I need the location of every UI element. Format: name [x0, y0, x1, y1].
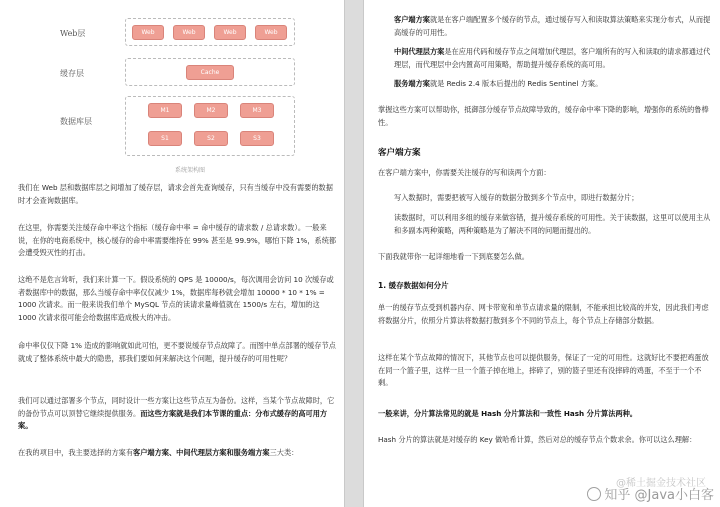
web-layer-label: Web层	[60, 29, 86, 38]
cache-layer-label: 缓存层	[60, 69, 84, 78]
watermark-juejin: @稀土掘金技术社区	[616, 478, 706, 489]
left-page	[0, 0, 344, 507]
web-node: Web	[214, 25, 246, 40]
db-slave-node: S1	[148, 131, 182, 146]
bullet-text: 是在应用代码和缓存节点之间增加代理层，客户端所有的写入和读取的请求都通过代理层，而代理层中会内置高可用策略，帮助提升缓存系统的高可用。	[394, 47, 711, 69]
paragraph	[18, 395, 340, 433]
paragraph: 在这里，你需要关注缓存命中率这个指标（缓存命中率 = 命中缓存的请求数 / 总请求数）。一般来说，在你的电商系统中，核心缓存的命中率需要维持在 99% 甚至是 99.9%，哪怕下降 1%，系统都会遭受毁灭性的打击。	[18, 223, 337, 258]
paragraph	[378, 408, 712, 421]
text-run: 在我的项目中，我主要选择的方案有	[18, 448, 134, 457]
section-heading: 客户端方案	[378, 148, 421, 158]
watermark-zhihu	[587, 484, 714, 503]
paragraph: Hash 分片的算法就是对缓存的 Key 做哈希计算，然后对总的缓存节点个数求余。你可以这么理解：	[378, 435, 697, 444]
paragraph: 命中率仅仅下降 1% 造成的影响就如此可怕，更不要说缓存节点故障了。而图中单点部署的缓存节点就成了整体系统中最大的隐患，那我们要如何来解决这个问题，提升缓存的可用性呢？	[18, 341, 336, 363]
db-master-node: M1	[148, 103, 182, 118]
emphasis: 而这些方案就是我们本节课的重点：分布式缓存的高可用方案。	[18, 408, 328, 431]
paragraph	[18, 447, 340, 460]
watermark-text: 知乎 @Java小白客	[604, 488, 714, 503]
diagram-caption: 系统架构图	[175, 167, 206, 174]
paragraph: 在客户端方案中，你需要关注缓存的写和读两个方面：	[378, 168, 551, 177]
page-gap	[344, 0, 364, 507]
text-run: 我们可以通过部署多个节点，同时设计一些方案让这些节点互为备份。这样，当某个节点故障时，它的备份节点可以顶替它继续提供服务。	[18, 396, 335, 418]
cache-layer	[125, 58, 295, 86]
bullet-text: 就是在客户端配置多个缓存的节点，通过缓存写入和读取算法策略来实现分布式，从而提高缓存的可用性。	[394, 15, 711, 37]
paragraph: 掌握这些方案可以帮助你，抵御部分缓存节点故障导致的，缓存命中率下降的影响，增强你的系统的鲁棒性。	[378, 105, 709, 127]
db-slave-node: S3	[240, 131, 274, 146]
paragraph: 我们在 Web 层和数据库层之间增加了缓存层，请求会首先查询缓存，只有当缓存中没有需要的数据时才会查询数据库。	[18, 183, 333, 205]
db-layer-label: 数据库层	[60, 117, 92, 126]
subsection-heading: 1. 缓存数据如何分片	[378, 281, 449, 290]
web-node: Web	[132, 25, 164, 40]
right-page	[364, 0, 720, 507]
bullet-title: 中间代理层方案	[394, 47, 445, 56]
text-run: 三大类：	[269, 448, 299, 457]
paragraph: 单一的缓存节点受到机器内存、网卡带宽和单节点请求量的限制，不能承担比较高的并发，因此我们考虑将数据分片，依照分片算法将数据打散到多个不同的节点上，每个节点上存储部分数据。	[378, 303, 709, 325]
architecture-diagram	[60, 10, 300, 174]
paragraph: 下面我就带你一起详细地看一下到底要怎么做。	[378, 252, 529, 261]
web-node: Web	[173, 25, 205, 40]
db-master-node: M3	[240, 103, 274, 118]
paragraph: 这绝不是危言耸听，我们来计算一下。假设系统的 QPS 是 10000/s，每次调用会访问 10 次缓存或者数据库中的数据，那么当缓存命中率仅仅减少 1%，数据库每秒就会增加 10000 * 10 * 1% = 1000 次请求。而一般来说我们单个 MySQL 节点的读请求量峰值就在 1500/s 左右，增加的这 1000 次请求很可能会给数据库造成极大的冲击。	[18, 275, 334, 322]
paragraph: 这样在某个节点故障的情况下，其他节点也可以提供服务，保证了一定的可用性。这就好比不要把鸡蛋放在同一个篮子里，这样一旦一个篮子掉在地上，摔碎了，别的篮子里还有没摔碎的鸡蛋，不至于一个不剩。	[378, 353, 709, 388]
web-node: Web	[255, 25, 287, 40]
bullet-title: 服务端方案	[394, 79, 430, 88]
paragraph: 写入数据时，需要把被写入缓存的数据分散到多个节点中，即进行数据分片；	[394, 193, 639, 202]
bullet-proxy	[394, 46, 712, 71]
bullet-title: 客户端方案	[394, 15, 430, 24]
db-master-node: M2	[194, 103, 228, 118]
bullet-text: 就是 Redis 2.4 版本后提出的 Redis Sentinel 方案。	[429, 79, 603, 88]
db-slave-node: S2	[194, 131, 228, 146]
zhihu-logo-icon	[587, 487, 601, 501]
db-layer	[125, 96, 295, 156]
web-layer	[125, 18, 295, 46]
cache-node: Cache	[186, 65, 234, 80]
bullet-client	[394, 14, 712, 39]
emphasis: 客户端方案、中间代理层方案和服务端方案	[133, 448, 270, 457]
emphasis: 一般来讲，分片算法常见的就是 Hash 分片算法和一致性 Hash 分片算法两种。	[378, 409, 637, 418]
paragraph: 读数据时，可以利用多组的缓存来做容错，提升缓存系统的可用性。关于读数据，这里可以使用主从和多副本两种策略，两种策略是为了解决不同的问题而提出的。	[394, 213, 711, 235]
bullet-server	[394, 78, 712, 91]
